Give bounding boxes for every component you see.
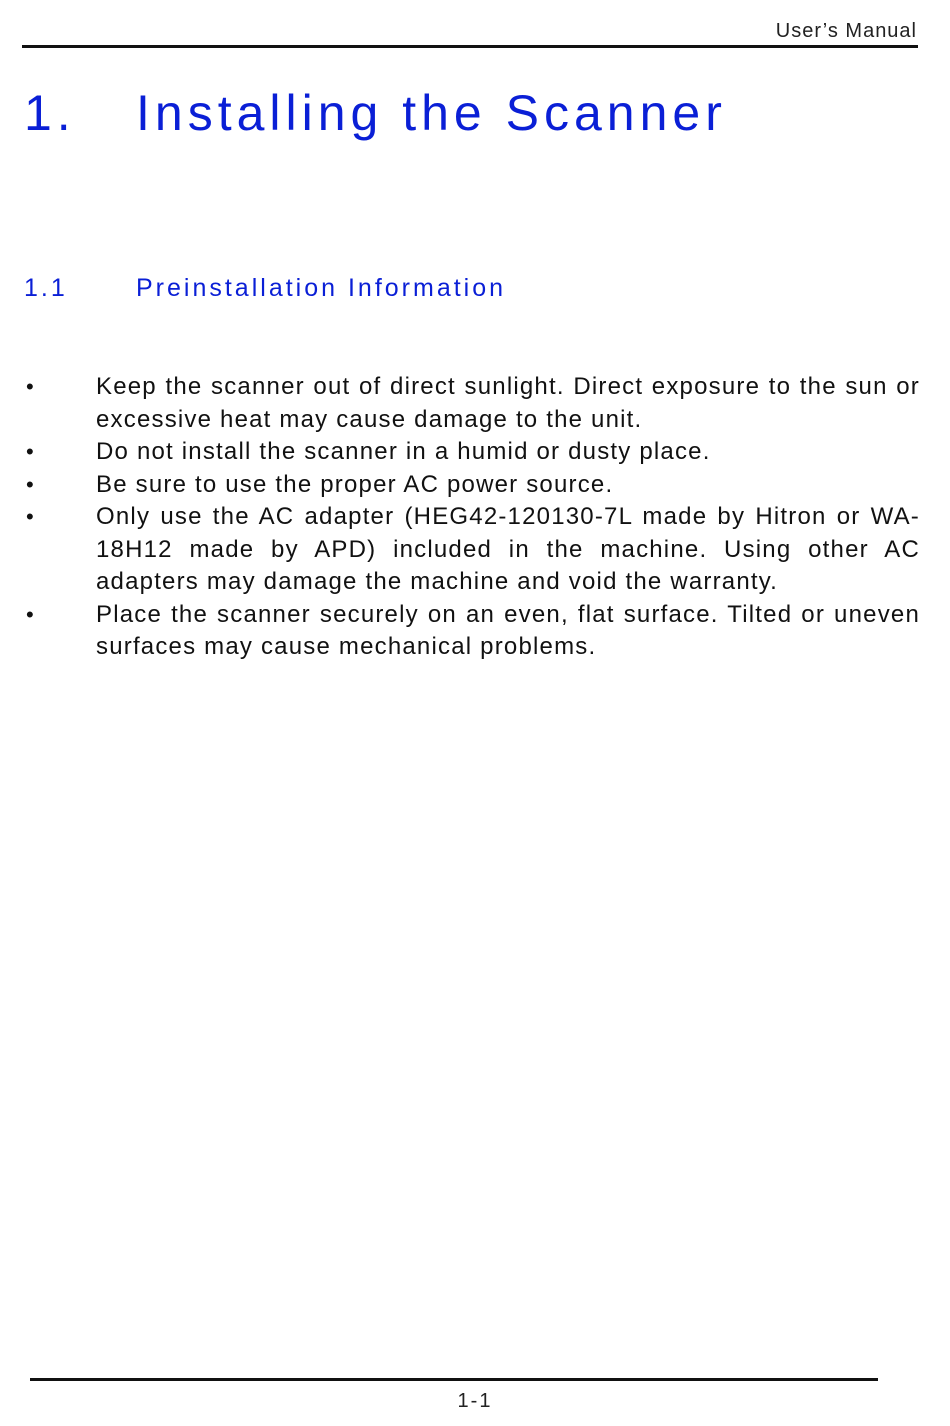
- bullet-icon: •: [26, 439, 35, 464]
- header-divider: [22, 45, 918, 48]
- chapter-heading: [24, 84, 727, 142]
- page-number: 1-1: [457, 1390, 493, 1412]
- section-title: Preinstallation Information: [136, 274, 507, 302]
- bullet-list: [24, 371, 920, 664]
- list-item-text: Keep the scanner out of direct sunlight. Direct exposure to the sun or excessive heat may cause damage to the unit.: [96, 373, 920, 433]
- list-item: [24, 599, 920, 664]
- list-item-text: Do not install the scanner in a humid or dusty place.: [96, 438, 711, 465]
- list-item-text: Be sure to use the proper AC power source.: [96, 470, 614, 498]
- list-item: [24, 436, 920, 469]
- chapter-number: 1.: [24, 85, 76, 141]
- list-item-text: Only use the AC adapter (HEG42-120130-7L made by Hitron or WA-18H12 made by APD) included in the machine. Using other AC adapters may damage the machine and void the warranty.: [96, 503, 920, 595]
- section-heading: [24, 274, 506, 303]
- bullet-icon: •: [26, 601, 35, 627]
- running-header: User’s Manual: [775, 20, 917, 42]
- list-item: [24, 501, 920, 599]
- bullet-icon: •: [26, 504, 35, 529]
- list-item: [24, 469, 920, 502]
- chapter-title: Installing the Scanner: [136, 85, 727, 141]
- bullet-icon: •: [26, 471, 35, 497]
- footer-divider: [30, 1378, 878, 1381]
- bullet-icon: •: [26, 374, 35, 399]
- list-item: [24, 371, 920, 436]
- list-item-text: Place the scanner securely on an even, flat surface. Tilted or uneven surfaces may cause mechanical problems.: [96, 600, 920, 660]
- section-number: 1.1: [24, 274, 68, 302]
